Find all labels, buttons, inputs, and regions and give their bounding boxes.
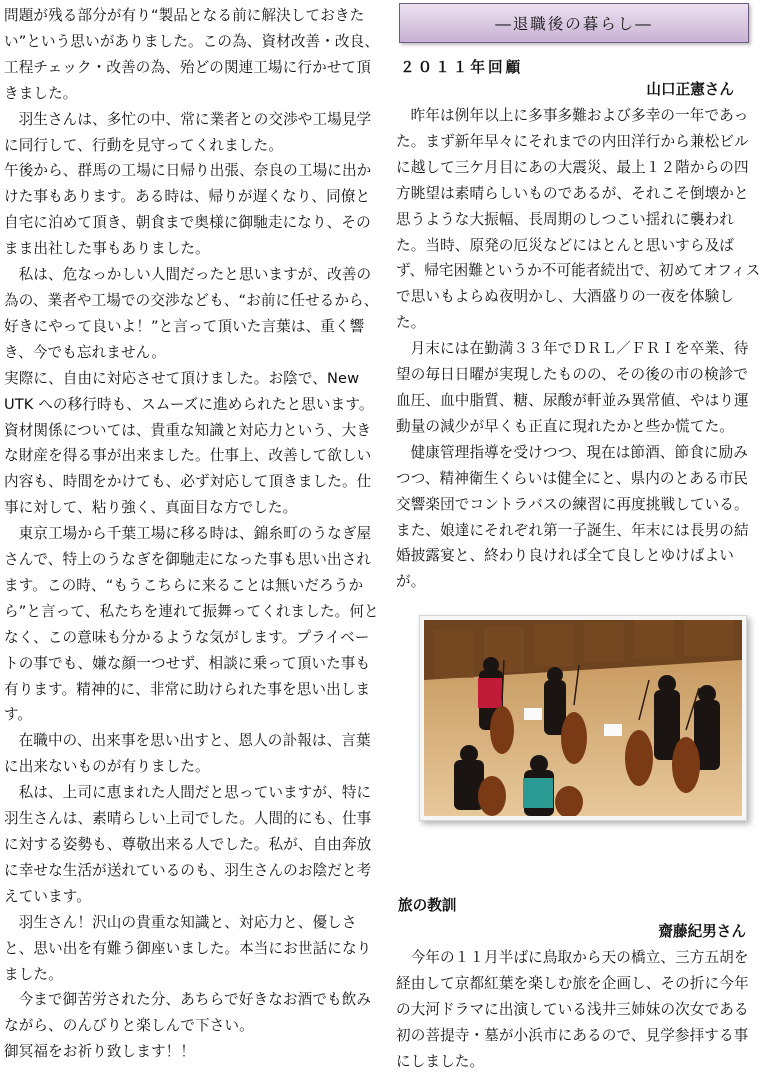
spacer	[396, 821, 762, 893]
article-paragraph: 今年の１１月半ばに鳥取から天の橋立、三方五胡を経由して京都紅葉を楽しむ旅を企画し、その折に今年の大河ドラマに出演している浅井三姉妹の次女である初の菩提寺・墓が小浜市にあるので、見学参拝する事にしました。	[396, 949, 749, 1070]
right-column	[396, 0, 762, 1075]
article-title: 旅の教訓	[398, 897, 457, 915]
body-paragraph: 私は、上司に恵まれた人間だと思っていますが、特に羽生さんは、素晴らしい上司でした。人間的にも、仕事に対する姿勢も、尊敬出来る人でした。私が、自由奔放に幸せな生活が送れているのも、羽生さんのお陰だと考えています。	[4, 784, 372, 905]
body-paragraph: 問題が残る部分が有り“製品となる前に解決しておきたい”という思いがありました。この為、資材改善・改良、工程チェック・改善の為、殆どの関連工場に行かせて頂きました。	[4, 7, 380, 102]
body-paragraph: 羽生さんは、多忙の中、常に業者との交渉や工場見学に同行して、行動を見守ってくれました。	[4, 110, 372, 154]
left-column	[4, 0, 380, 1065]
orchestra-photo	[419, 615, 747, 821]
article-body	[396, 945, 762, 1075]
article-paragraph: 月末には在勤満３３年でＤＲＬ／ＦＲＩを卒業、待望の毎日日曜が実現したものの、その後の市の検診で血圧、血中脂質、糖、尿酸が軒並み異常値、やはり運動量の減少が早くも正直に現れたかと些か慌てた。	[396, 340, 749, 435]
article-title: ２０１１年回顧	[400, 59, 524, 76]
body-paragraph: 私は、危なっかしい人間だったと思いますが、改善の為の、業者や工場での交渉なども、“お前に任せるから、好きにやって良いよ！”と言って頂いた言葉は、重く響き、今でも忘れません。	[4, 266, 379, 361]
article-body	[396, 103, 762, 595]
body-paragraph: 午後から、群馬の工場に日帰り出張、奈良の工場に出かけた事もあります。ある時は、帰りが遅くなり、同僚と自宅に泊めて頂き、朝食まで奥様に御馳走になり、そのまま出社した事もありました。	[4, 162, 372, 258]
body-paragraph: 実際に、自由に対応させて頂けました。お陰で、New UTK への移行時も、スムーズに進められたと思います。資材関係については、貴重な知識と対応力という、大きな財産を得る事が出来ました。仕事上、改善して欲しい内容も、時間をかけても、必ず対応して頂きました。仕事に対して、粘り強く、真面目な方でした。	[4, 369, 374, 517]
orchestra-photo-image	[424, 620, 742, 816]
body-paragraph: 在職中の、出来事を思い出すと、恩人の訃報は、言葉に出来ないものが有りました。	[4, 732, 371, 776]
body-paragraph: 御冥福をお祈り致します！！	[4, 1043, 196, 1061]
article-paragraph: 昨年は例年以上に多事多難および多幸の一年であった。まず新年早々にそれまでの内田洋行から兼松ビルに越して三ケ月目にあの大震災、最上１２階からの四方眺望は素晴らしいものであるが、それこそ倒壊かと思うような大振幅、長周期のしつこい揺れに襲われた。当時、原発の厄災などにはとんと思いすら及ばず、帰宅困難というか不可能者続出で、初めてオフィスで思いもよらぬ夜明かし、大酒盛りの一夜を体験した。	[396, 107, 761, 332]
body-paragraph: 今まで御苦労された分、あちらで好きなお酒でも飲みながら、のんびりと楽しんで下さい。	[4, 991, 372, 1035]
article-author: 齋藤紀男さん	[658, 923, 746, 941]
article-paragraph: 健康管理指導を受けつつ、現在は節酒、節食に励みつつ、精神衛生くらいは健全にと、県内のとある市民交響楽団でコントラバスの練習に再度挑戦している。また、娘達にそれぞれ第一子誕生、年末には長男の結婚披露宴と、終わり良ければ全て良しとゆけばよいが。	[396, 443, 749, 591]
body-paragraph: 羽生さん！沢山の貴重な知識と、対応力と、優しさと、思い出を有難う御座いました。本当にお世話になりました。	[4, 913, 372, 983]
article-author: 山口正憲さん	[646, 81, 734, 98]
section-header: ―退職後の暮らし―	[399, 3, 749, 43]
body-paragraph: 東京工場から千葉工場に移る時は、錦糸町のうなぎ屋さんで、特上のうなぎを御馳走になった事も思い出されます。この時、“もうこちらに来ることは無いだろうから”と言って、私たちを連れて振舞ってくれました。何となく、この意味も分かるような気がします。プライベートの事でも、嫌な顔一つせず、相談に乗って頂いた事も有ります。精神的に、非常に助けられた事を思い出します。	[4, 525, 379, 724]
